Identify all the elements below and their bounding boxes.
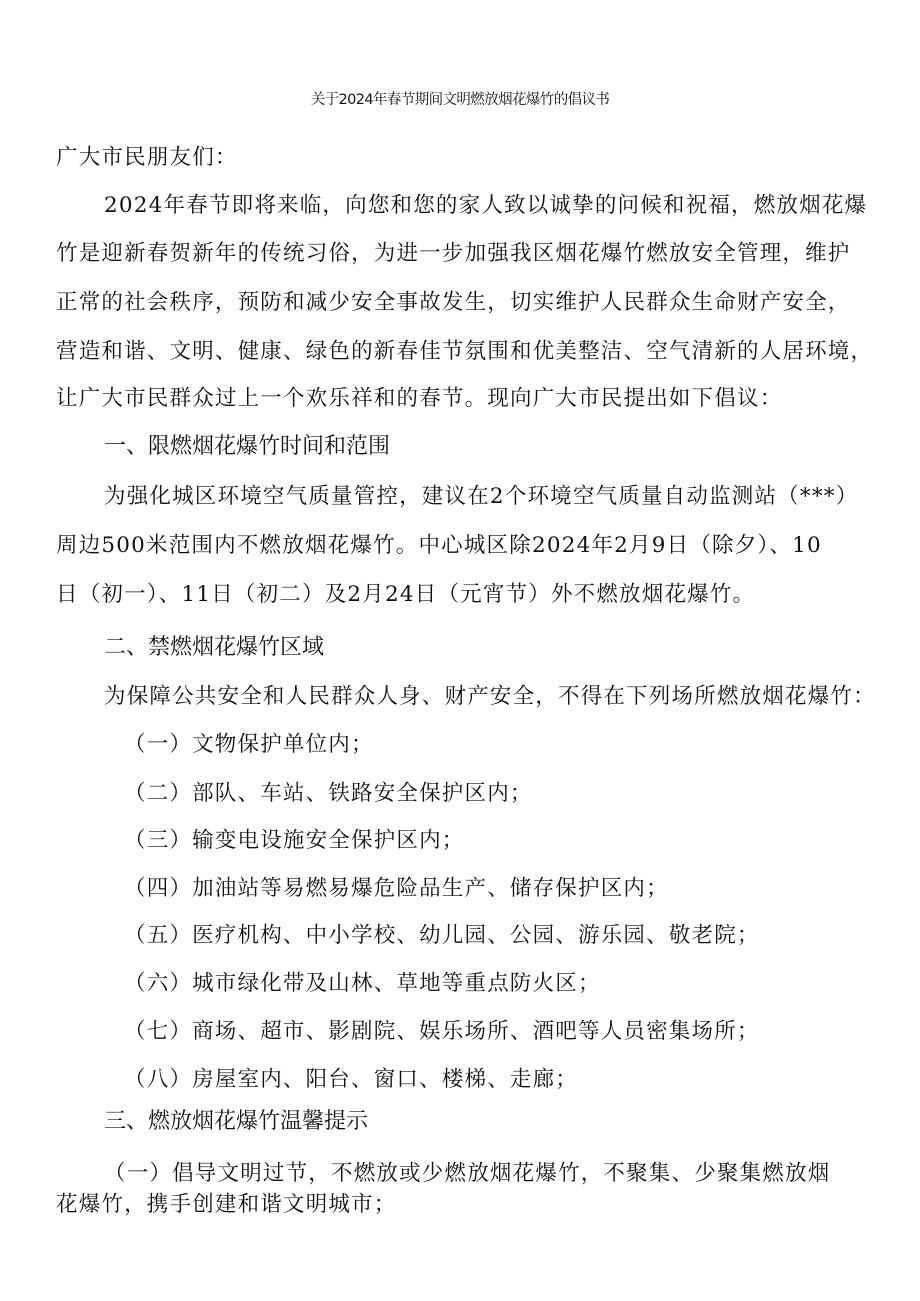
section1-line: 日（初一）、11日（初二）及2月24日（元宵节）外不燃放烟花爆竹。 — [56, 582, 756, 607]
salutation: 广大市民朋友们： — [56, 145, 238, 170]
section3-line: （一）倡导文明过节，不燃放或少燃放烟花爆竹，不聚集、少聚集燃放烟 — [104, 1161, 831, 1186]
section-heading-prohibited-areas: 二、禁燃烟花爆竹区域 — [104, 635, 325, 660]
section1-line: 周边500米范围内不燃放烟花爆竹。中心城区除2024年2月9日（除夕）、10 — [56, 533, 822, 558]
section-heading-safety-tips: 三、燃放烟花爆竹温馨提示 — [104, 1109, 369, 1134]
prohibited-area-item: （五）医疗机构、中小学校、幼儿园、公园、游乐园、敬老院； — [124, 923, 760, 948]
prohibited-area-item: （六）城市绿化带及山林、草地等重点防火区； — [124, 971, 601, 996]
section1-line: 为强化城区环境空气质量管控，建议在2个环境空气质量自动监测站（***） — [104, 484, 859, 509]
prohibited-area-item: （七）商场、超市、影剧院、娱乐场所、酒吧等人员密集场所； — [124, 1019, 760, 1044]
intro-line: 2024年春节即将来临，向您和您的家人致以诚挚的问候和祝福，燃放烟花爆 — [104, 193, 868, 218]
intro-line: 竹是迎新春贺新年的传统习俗，为进一步加强我区烟花爆竹燃放安全管理，维护 — [56, 241, 851, 266]
prohibited-area-item: （四）加油站等易燃易爆危险品生产、储存保护区内； — [124, 876, 669, 901]
prohibited-area-item: （三）输变电设施安全保护区内； — [124, 828, 465, 853]
prohibited-area-item: （二）部队、车站、铁路安全保护区内； — [124, 781, 533, 806]
section3-line: 花爆竹，携手创建和谐文明城市； — [56, 1192, 397, 1217]
section2-intro: 为保障公共安全和人民群众人身、财产安全，不得在下列场所燃放烟花爆竹： — [104, 684, 876, 709]
intro-line: 营造和谐、文明、健康、绿色的新春佳节氛围和优美整洁、空气清新的人居环境， — [56, 339, 874, 364]
section-heading-time-range: 一、限燃烟花爆竹时间和范围 — [104, 434, 391, 459]
intro-line: 正常的社会秩序，预防和减少安全事故发生，切实维护人民群众生命财产安全， — [56, 290, 851, 315]
document-title: 关于2024年春节期间文明燃放烟花爆竹的倡议书 — [310, 92, 610, 108]
prohibited-area-item: （八）房屋室内、阳台、窗口、楼梯、走廊； — [124, 1067, 579, 1092]
intro-line: 让广大市民群众过上一个欢乐祥和的春节。现向广大市民提出如下倡议： — [56, 386, 783, 411]
prohibited-area-item: （一）文物保护单位内； — [124, 732, 374, 757]
